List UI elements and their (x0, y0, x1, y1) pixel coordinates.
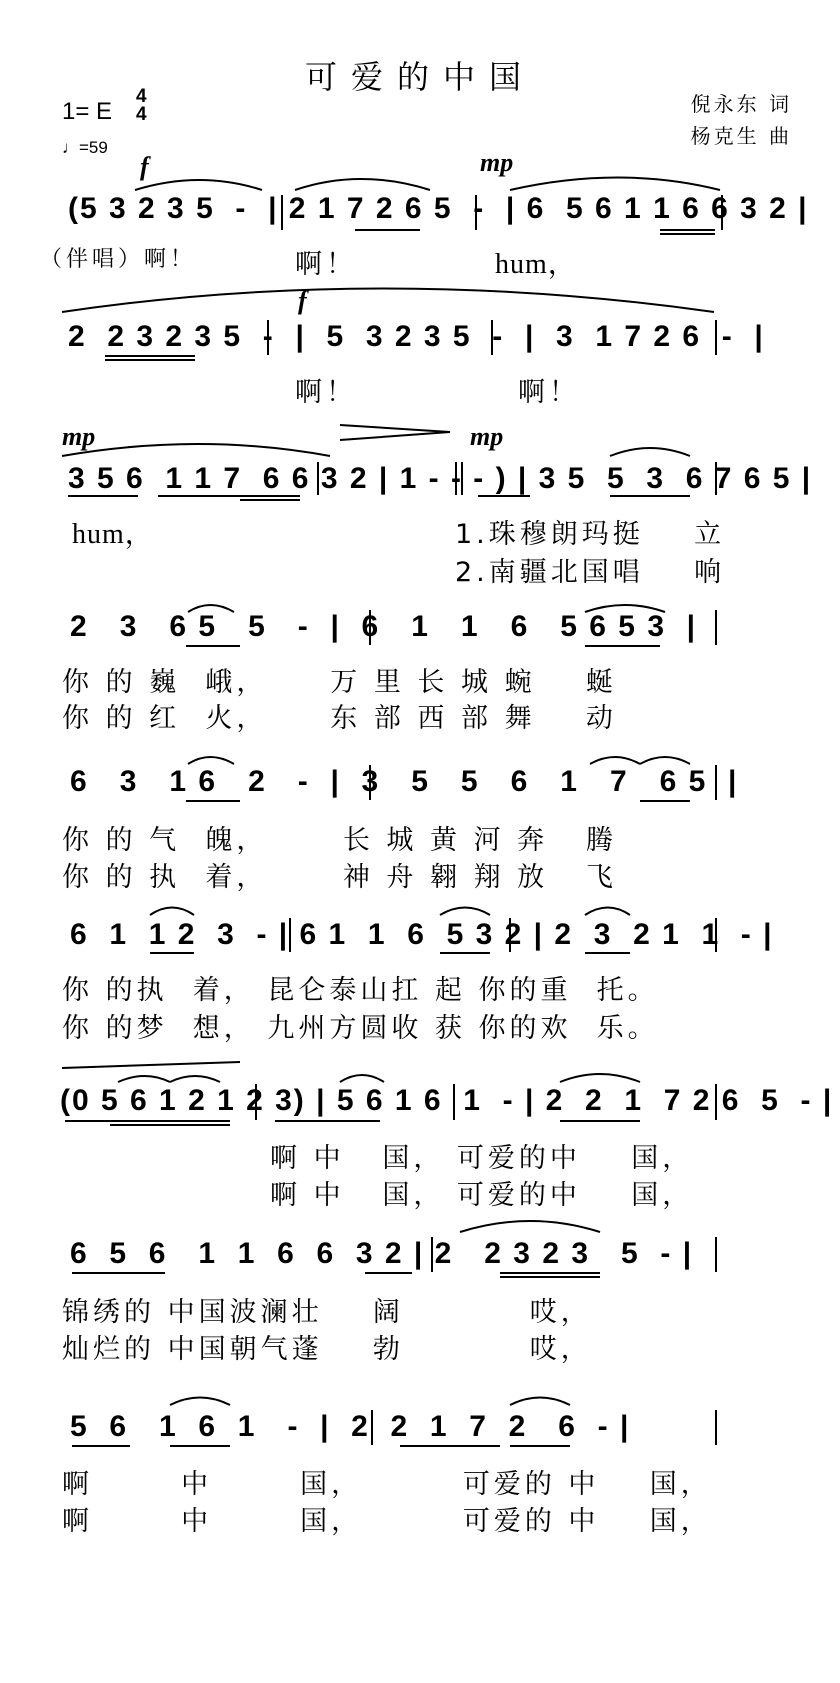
lyric: 1.珠穆朗玛挺 立 (455, 519, 726, 550)
lyric: 啊！ (295, 249, 357, 280)
notation-line-6: 6 1 1 2 3 - | 6 1 1 6 5 3 2 | 2 3 2 1 1 - | (70, 918, 774, 951)
dynamic-mark: f (298, 286, 307, 315)
time-signature-bottom: 4 (136, 104, 147, 125)
lyric: 啊！ (295, 377, 357, 408)
time-signature-top: 4 (136, 86, 147, 107)
notation-line-5: 6 3 1 6 2 - | 3 5 5 6 1 7 6 5 | (70, 765, 739, 798)
notation-line-3: 3 5 6 1 1 7 6 6 3 2 | 1 - - - ) | 3 5 5 3 6 7 6 5 | (68, 462, 813, 495)
lyric: 你 的 执 着， 神 舟 翱 翔 放 飞 (62, 862, 617, 893)
lyric: 啊 中 国， 可爱的中 国， (270, 1143, 694, 1174)
composer-credit: 杨克生 曲 (690, 124, 792, 148)
notation-line-7: (0 5 6 1 2 1 2 3) | 5 6 1 6 1 - | 2 2 1 7 2 6 5 - | (60, 1084, 834, 1117)
key-signature: 1= E (62, 98, 113, 125)
lyric: （伴唱）啊！ (40, 247, 197, 272)
lyric: 啊 中 国， 可爱的 中 国， (62, 1506, 712, 1537)
lyric: 你 的 气 魄， 长 城 黄 河 奔 腾 (62, 825, 617, 856)
lyric: 啊 中 国， 可爱的中 国， (270, 1180, 694, 1211)
dynamic-mark: f (140, 152, 149, 181)
lyric: hum， (72, 519, 154, 550)
tempo-value: =59 (79, 138, 108, 157)
lyric: 你 的执 着， 昆仑泰山扛 起 你的重 托。 (62, 975, 659, 1006)
notation-line-9: 5 6 1 6 1 - | 2 2 1 7 2 6 - | (70, 1410, 631, 1443)
notation-line-8: 6 5 6 1 1 6 6 3 2 | 2 2 3 2 3 5 - | (70, 1237, 694, 1270)
dynamic-mark: mp (480, 148, 514, 177)
notation-line-1: (5 3 2 3 5 - | 2 1 7 2 6 5 - | 6 5 6 1 1 6 6 3 2 | (68, 192, 809, 225)
lyric: 你 的梦 想， 九州方圆收 获 你的欢 乐。 (62, 1013, 659, 1044)
lyric: 锦绣的 中国波澜壮 阔 哎， (62, 1297, 592, 1328)
lyric: 啊 中 国， 可爱的 中 国， (62, 1469, 712, 1500)
dynamic-mark: mp (470, 422, 504, 451)
lyric: 你 的 红 火， 东 部 西 部 舞 动 (62, 703, 617, 734)
notation-line-4: 2 3 6 5 5 - | 6 1 1 6 5 6 5 3 | (70, 610, 698, 643)
lyric: 灿烂的 中国朝气蓬 勃 哎， (62, 1334, 592, 1365)
lyric: hum， (495, 249, 577, 280)
notation-line-2: 2 2 3 2 3 5 - | 5 3 2 3 5 - | 3 1 7 2 6 - | (68, 320, 765, 353)
song-title: 可爱的中国 (304, 58, 535, 96)
dynamic-mark: mp (62, 422, 96, 451)
lyric: 你 的 巍 峨， 万 里 长 城 蜿 蜒 (62, 667, 617, 698)
quarter-note-icon: ♩ (62, 138, 79, 157)
lyricist-credit: 倪永东 词 (690, 92, 792, 116)
lyric: 2.南疆北国唱 响 (455, 557, 726, 588)
lyric: 啊！ (518, 377, 580, 408)
